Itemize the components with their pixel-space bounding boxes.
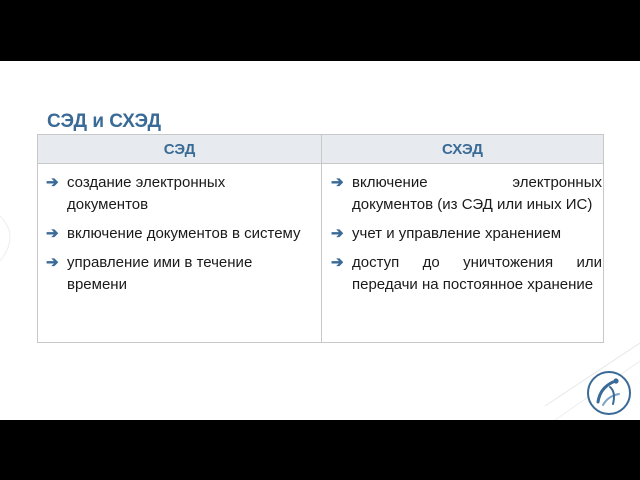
comparison-table bbox=[37, 134, 604, 343]
list-item-text: создание электронных документов bbox=[67, 174, 226, 213]
list-item bbox=[331, 172, 602, 216]
list-item-text: учет и управление хранением bbox=[352, 225, 562, 242]
list-item bbox=[46, 172, 308, 216]
list-item bbox=[46, 223, 308, 245]
list-item bbox=[331, 223, 602, 245]
sed-column bbox=[46, 172, 308, 303]
arrow-right-icon: ➔ bbox=[331, 174, 344, 191]
column-header-skhed: СХЭД bbox=[322, 135, 603, 164]
figure-swirl-logo-icon bbox=[586, 370, 632, 416]
arrow-right-icon: ➔ bbox=[46, 225, 59, 242]
list-item-text: включение электронных документов (из СЭД или иных ИС) bbox=[352, 174, 602, 213]
list-item bbox=[46, 252, 308, 296]
slide-title: СЭД и СХЭД bbox=[47, 111, 162, 132]
arrow-right-icon: ➔ bbox=[331, 254, 344, 271]
list-item bbox=[331, 252, 602, 296]
skhed-column bbox=[331, 172, 602, 303]
slide bbox=[0, 61, 640, 420]
list-item-text: управление ими в течение времени bbox=[67, 254, 253, 293]
list-item-text: включение документов в систему bbox=[67, 225, 301, 242]
column-header-sed: СЭД bbox=[38, 135, 322, 164]
column-divider bbox=[321, 164, 322, 342]
arrow-right-icon: ➔ bbox=[331, 225, 344, 242]
list-item-text: доступ до уничтожения или передачи на постоянное хранение bbox=[352, 254, 602, 293]
arrow-right-icon: ➔ bbox=[46, 174, 59, 191]
arrow-right-icon: ➔ bbox=[46, 254, 59, 271]
